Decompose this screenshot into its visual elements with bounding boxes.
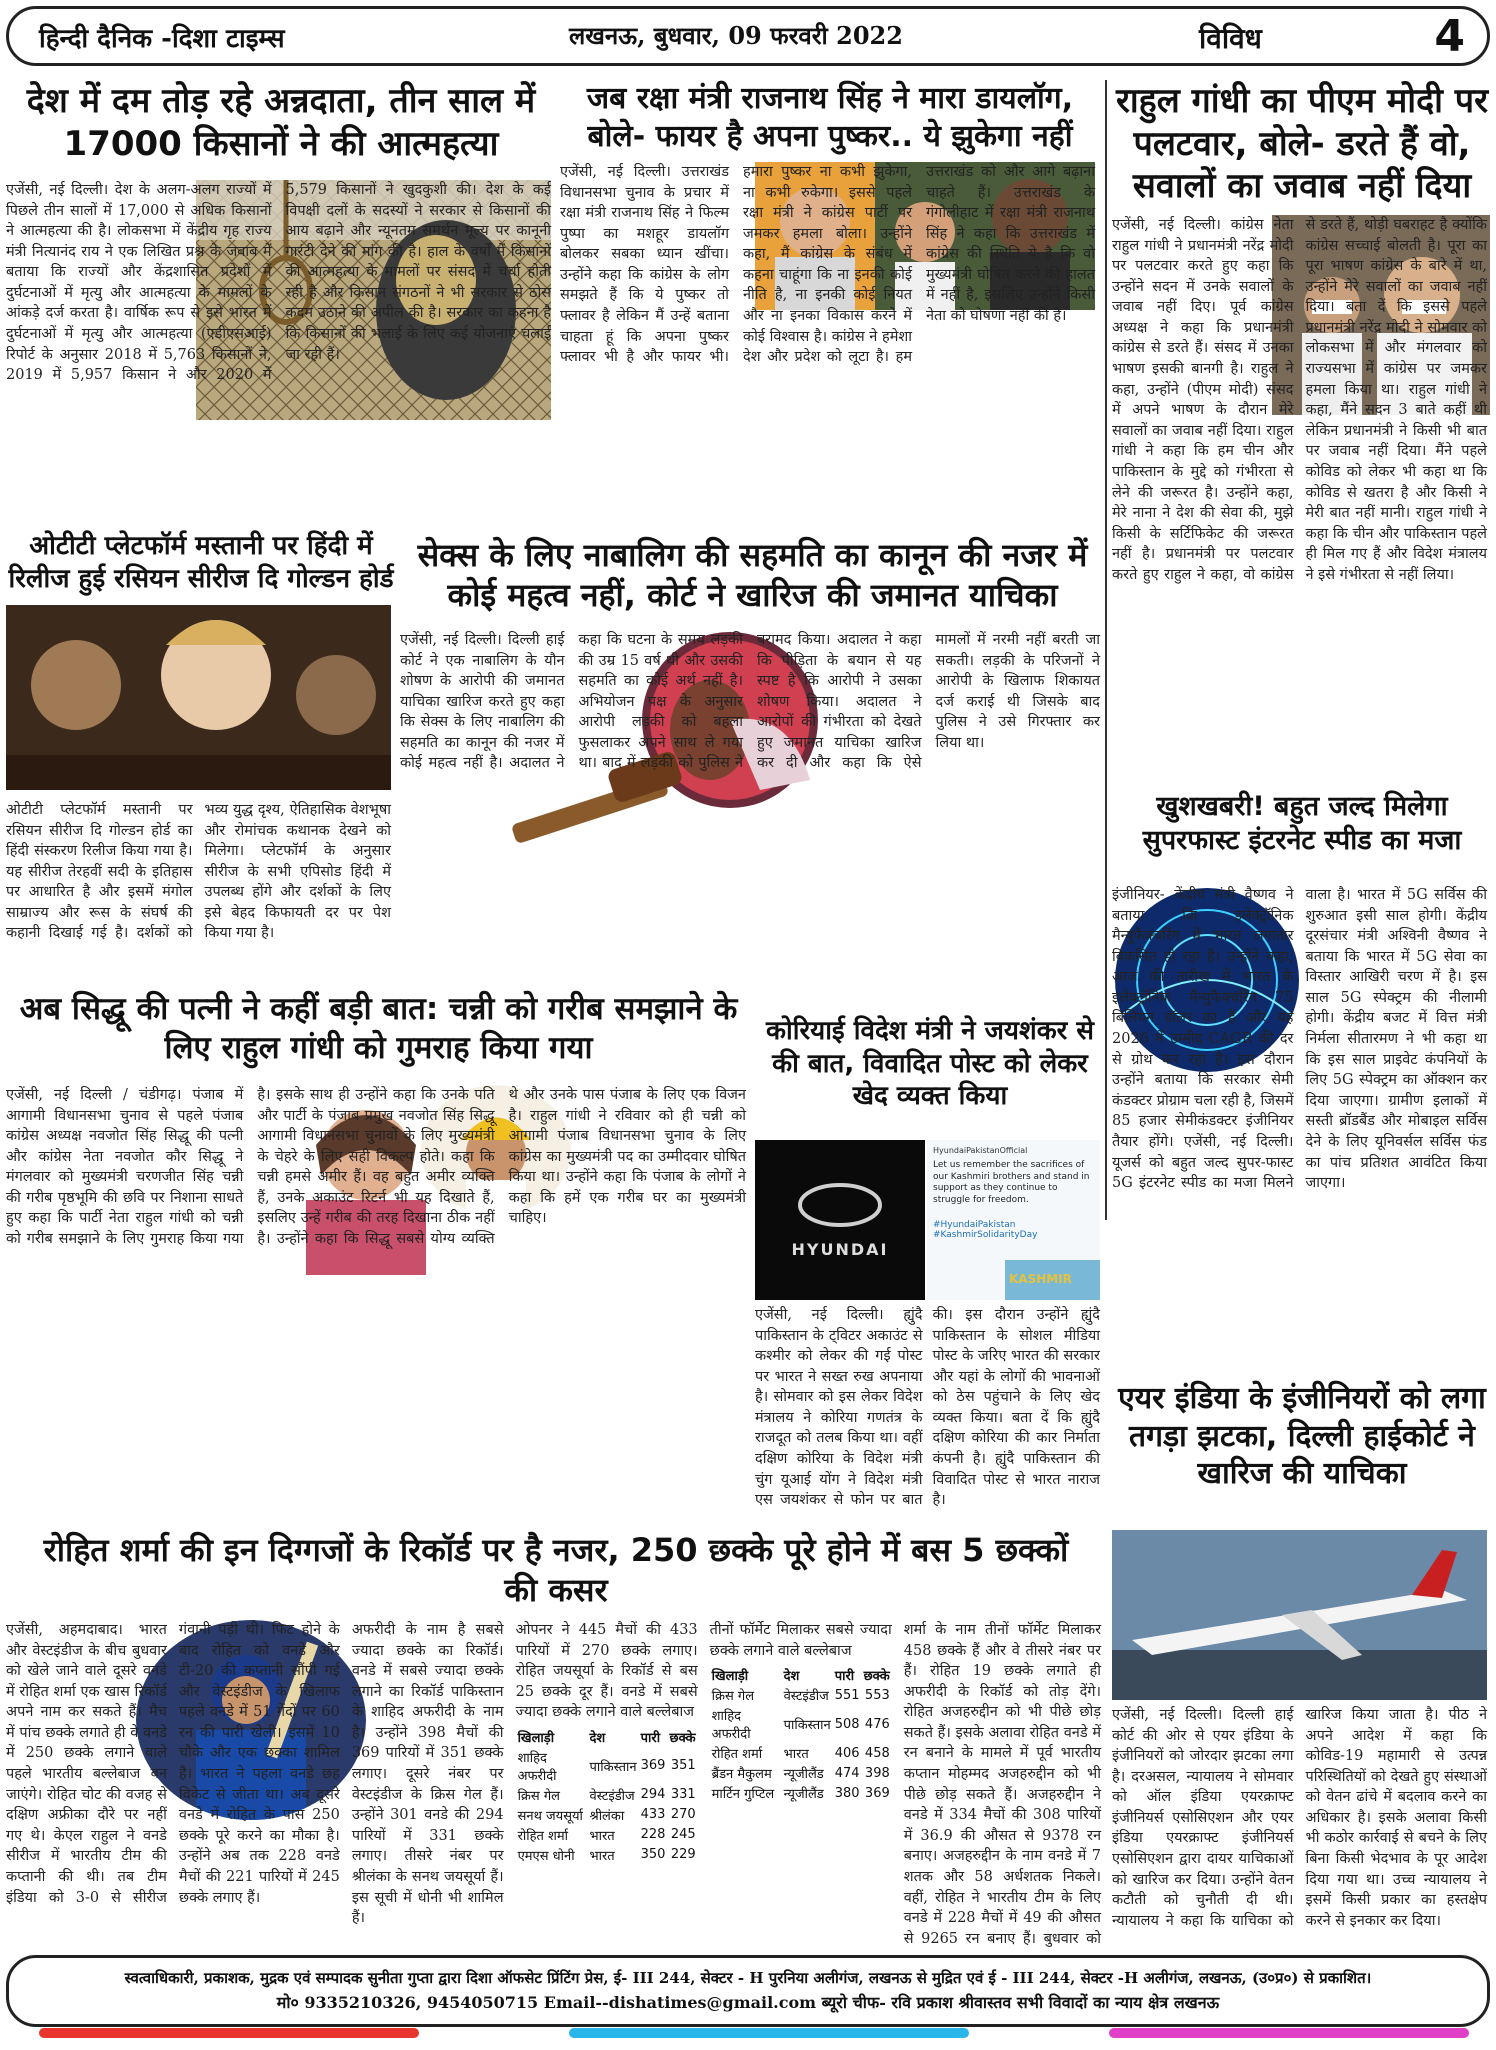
- headline-rohit: रोहित शर्मा की इन दिग्गजों के रिकॉर्ड पर है नजर, 250 छक्के पूरे होने में बस 5 छक्कों की कसर: [43, 1531, 1069, 1609]
- table-cell: मार्टिन गुप्टिल: [711, 1787, 775, 1803]
- section-title: विविध: [1199, 22, 1262, 55]
- table-cell: 331: [670, 1787, 696, 1803]
- table-cell: शाहिद अफरीदी: [517, 1750, 557, 1784]
- headline-sidhu: अब सिद्धू की पत्नी ने कहीं बड़ी बात: चन्नी को गरीब समझाने के लिए राहुल गांधी को गुमराह किया गया: [19, 991, 738, 1066]
- table-cell: वेस्टइंडीज: [589, 1788, 635, 1804]
- table-cell: ब्रैंडन मैकुलम: [711, 1767, 772, 1783]
- body-rohit-e: शर्मा के नाम तीनों फॉर्मेट मिलाकर 458 छक्के हैं और वे तीसरे नंबर पर हैं। रोहित 19 छक्के लगाते ही अफरीदी के रिकॉर्ड को तोड़ देंगे। रोहित अजहरुद्दीन को भी पीछे छोड़ सकते हैं। इसके अलावा रोहित वनडे में रन बनाने के मामले में पूर्व भारतीय कप्तान मोहम्मद अजहरुद्दीन को भी पीछे छोड़ सकते हैं। अजहरुद्दीन ने वनडे में 334 मैचों की 308 पारियों में 36.9 की औसत से 9378 रन बनाए। अजहरुद्दीन के नाम वनडे में 7 शतक और 58 अर्धशतक निकले। वहीं, रोहित ने भारतीय टीम के लिए वनडे में 228 मैचों में 49 की औसत से 9265 रन बनाए हैं। बुधवार को: [903, 1622, 1102, 1947]
- table-cell: 553: [864, 1687, 890, 1703]
- body-rohit-c: ओपनर ने 445 मैचों की 433 पारियों में 270 छक्के लगाए। रोहित जयसूर्या के रिकॉर्ड से बस 25 छक्के दूर हैं। वनडे में सबसे ज्यादा छक्के लगाने वाले बल्लेबाज: [515, 1622, 698, 1721]
- all-format-sixes-table: [710, 1665, 892, 1803]
- photo-hyundai-tweet: [755, 1140, 1100, 1300]
- article-farmers: [6, 80, 556, 530]
- body-rohit-d: तीनों फॉर्मेट मिलाकर सबसे ज्यादा छक्के लगाने वाले बल्लेबाज: [709, 1622, 892, 1659]
- table-row: [710, 1763, 892, 1783]
- table-cell: 245: [670, 1827, 696, 1843]
- place-date: लखनऊ, बुधवार, 09 फरवरी 2022: [569, 21, 903, 50]
- table-cell: श्रीलंका: [589, 1808, 625, 1824]
- table-cell: वेस्टइंडीज: [783, 1689, 829, 1705]
- headline-airindia: एयर इंडिया के इंजीनियरों को लगा तगड़ा झटका, दिल्ली हाईकोर्ट ने खारिज की याचिका: [1118, 1381, 1486, 1491]
- body-rohit-a: एजेंसी, अहमदाबाद। भारत और वेस्टइंडीज के बीच बुधवार को खेले जाने वाले दूसरे वनडे में रोहित शर्मा एक खास रिकॉर्ड अपने नाम कर सकते हैं। मैच में पांच छक्के लगाते ही वे वनडे में 250 छक्के लगाने वाले पहले भारतीय बल्लेबाज बन जाएंगे। रोहित चोट की वजह से दक्षिण अफ्रीका दौरे पर नहीं गए थे। केएल राहुल ने वनडे सीरीज में भारतीय टीम की कप्तानी की थी। तब टीम इंडिया को 3-0 से सीरीज गंवानी पड़ी थी। फिट होने के बाद रोहित को वनडे और टी-20 की कप्तानी सौंपी गई और वेस्टइंडीज के खिलाफ पहले वनडे में 51 गेंदों पर 60 रन की पारी खेली। इसमें 10 चौके और एक छक्का शामिल है। भारत ने पहला वनडे छह विकेट से जीता था। अब दूसरे वनडे में रोहित के पास 250 छक्के पूरे करने का मौका है। उन्होंने अब तक 228 वनडे मैचों की 221 पारियों में 245 छक्के लगाए हैं।: [6, 1622, 340, 1906]
- footer-imprint: [6, 1955, 1490, 2027]
- table-row: [710, 1743, 892, 1763]
- table-cell: 551: [834, 1687, 860, 1703]
- page-number: 4: [1434, 11, 1465, 62]
- color-strip-red: [39, 2028, 419, 2038]
- body-korea: एजेंसी, नई दिल्ली। ह्युंदै पाकिस्तान के ट्विटर अकाउंट से कश्मीर को लेकर की गई पोस्ट पर भारत ने सख्त रुख अपनाया है। सोमवार को इस लेकर विदेश मंत्रालय ने कोरिया गणतंत्र के राजदूत को तलब किया था। वहीं दक्षिण कोरिया के विदेश मंत्री चुंग यूआई योंग ने विदेश मंत्री एस जयशंकर से फोन पर बात की। इस दौरान उन्होंने ह्युंदै पाकिस्तान के सोशल मीडिया पोस्ट के जरिए भारत की सरकार और यहां के लोगों की भावनाओं को ठेस पहुंचाने के लिए खेद व्यक्त किया। बता दें कि ह्युंदै दक्षिण कोरिया की कार निर्माता कंपनी है। ह्युंदै पाकिस्तान की विवादित पोस्ट से भारत नाराज है।: [755, 1307, 1100, 1509]
- body-farmers: एजेंसी, नई दिल्ली। देश के अलग-अलग राज्यों में पिछले तीन सालों में 17,000 से अधिक किसानों ने आत्महत्या की है। लोकसभा में केंद्रीय गृह राज्य मंत्री नित्यानंद राय ने एक लिखित प्रश्न के जवाब में बताया कि राज्यों और केंद्रशासित प्रदेशों में दुर्घटनाओं में मृत्यु और आत्महत्या के मामलों के आंकड़े दर्ज करता है। वार्षिक रूप से इसे भारत में दुर्घटनाओं में मृत्यु और आत्महत्या (एडीएसआई) रिपोर्ट के अनुसार 2018 में 5,763 किसानों ने, 2019 में 5,957 किसान ने और 2020 में 5,579 किसानों ने खुदकुशी की। देश के कई विपक्षी दलों के सदस्यों ने सरकार से किसानों की आय बढ़ाने और न्यूनतम समर्थन मूल्य पर कानूनी गारंटी देने की मांग की है। हाल के वर्षों में किसानों की आत्महत्या के मामलों पर संसद में चर्चा होती रही है और किसान संगठनों ने भी सरकार से ठोस कदम उठाने की अपील की है। सरकार का कहना है कि किसानों की भलाई के लिए कई योजनाएं चलाई जा रही हैं।: [6, 182, 551, 384]
- table-cell: 228: [640, 1827, 666, 1843]
- table-row: [516, 1785, 698, 1805]
- all-format-sixes-header: छक्के: [863, 1669, 890, 1685]
- paper-name: हिन्दी दैनिक -दिशा टाइम्स: [39, 24, 285, 54]
- table-cell: रोहित शर्मा: [517, 1828, 569, 1844]
- table-cell: 380: [834, 1785, 860, 1801]
- article-rajnath: [560, 80, 1100, 530]
- table-cell: भारत: [783, 1747, 809, 1763]
- table-cell: 350: [640, 1847, 666, 1863]
- color-strip-cyan: [569, 2028, 969, 2038]
- table-cell: एमएस धोनी: [517, 1848, 575, 1864]
- article-sidhu: [6, 990, 751, 1510]
- headline-ott: ओटीटी प्लेटफॉर्म मस्तानी पर हिंदी में रिलीज हुई रसियन सीरीज दि गोल्डन होर्ड: [8, 531, 394, 594]
- table-row: [516, 1845, 698, 1865]
- tweet-handle: HyundaiPakistanOfficial: [933, 1146, 1028, 1155]
- article-court: [400, 535, 1105, 990]
- article-internet: [1112, 790, 1492, 1375]
- table-cell: 458: [864, 1745, 890, 1761]
- masthead: [6, 6, 1490, 66]
- table-cell: पाकिस्तान: [783, 1718, 831, 1734]
- body-internet: इंजीनियर- केंद्रीय मंत्री वैष्णव ने बताया कि इलेक्ट्रॉनिक मैन्युफैक्चरिंग में भारत लगातार विकसित हो रहा है। उन्होंने कहा, आज की तारीख में भारत के इलेक्ट्रॉनिक मैन्युफैक्चरिंग 75 बिलियन डॉलर का है और यह 2026 में उम्मीद CAGR की दर से ग्रोथ कर रहा है। इस दौरान उन्होंने बताया कि सरकार सेमी कंडक्टर प्रोग्राम चला रही है, जिसमें 85 हजार सेमीकंडक्टर इंजीनियर तैयार होंगे। एजेंसी, नई दिल्ली। यूजर्स को बहुत जल्द सुपर-फास्ट 5G इंटरनेट स्पीड का मजा मिलने वाला है। भारत में 5G सर्विस की शुरुआत इसी साल होगी। केंद्रीय दूरसंचार मंत्री अश्विनी वैष्णव ने बताया कि भारत में 5G सेवा का विस्तार आखिरी चरण में है। इस साल 5G स्पेक्ट्रम की नीलामी होगी। केंद्रीय बजट में वित्त मंत्री निर्मला सीतारमण ने भी कहा था कि इस साल प्राइवेट कंपनियों के लिए 5G स्पेक्ट्रम का ऑक्शन कर दिया जाएगा। ग्रामीण इलाकों में सस्ती ब्रॉडबैंड और मोबाइल सर्विस देने के लिए यूनिवर्सल सर्विस फंड का पांच प्रतिशत आवंटित किया जाएगा।: [1112, 887, 1487, 1192]
- hyundai-label: HYUNDAI: [791, 1240, 889, 1259]
- tweet-text: Let us remember the sacrifices of our Kashmiri brothers and stand in support as they continue to struggle for freedom.: [933, 1160, 1090, 1206]
- table-cell: न्यूजीलैंड: [783, 1787, 824, 1803]
- article-rohit: [6, 1530, 1106, 1950]
- table-cell: क्रिस गेल: [711, 1689, 755, 1705]
- body-rahul-pm: एजेंसी, नई दिल्ली। कांग्रेस नेता राहुल गांधी ने प्रधानमंत्री नरेंद्र मोदी पर पलटवार करते हुए कहा कि उन्होंने सदन में उनके सवालों के जवाब नहीं दिए। पूर्व कांग्रेस अध्यक्ष ने कहा कि प्रधानमंत्री कांग्रेस से डरते हैं। संसद में उनका भाषण इसकी बानगी है। राहुल ने कहा, उन्होंने (पीएम मोदी) संसद में अपने भाषण के दौरान मेरे सवालों का जवाब नहीं दिया। राहुल गांधी ने कहा कि हम चीन और पाकिस्तान के मुद्दे को गंभीरता से लेने की जरूरत है। उन्होंने कहा, मेरे नाना ने देश की सेवा की, मुझे किसी के सर्टिफिकेट की जरूरत नहीं है। प्रधानमंत्री पर पलटवार करते हुए राहुल ने कहा, वो कांग्रेस से डरते हैं, थोड़ी घबराहट है क्योंकि कांग्रेस सच्चाई बोलती है। पूरा का पूरा भाषण कांग्रेस के बारे में था, उन्होंने मेरे सवालों का जवाब नहीं दिया। बता दें कि इससे पहले प्रधानमंत्री नरेंद्र मोदी ने सोमवार को लोकसभा में और मंगलवार को राज्यसभा में कांग्रेस पर जमकर हमला किया था। राहुल गांधी ने कहा, मैंने सदन 3 बाते कहीं थी लेकिन प्रधानमंत्री ने किसी भी बात पर जवाब नहीं दिया। मैंने पहले कोविड को लेकर भी कहा था कि कोविड से खतरा है और किसी ने मेरी बात नहीं मानी। राहुल गांधी ने कहा कि चीन और पाकिस्तान पहले ही मिल गए हैं और विदेश मंत्रालय ने इसे गंभीरता से नहीं लिया।: [1112, 217, 1487, 583]
- table-cell: क्रिस गेल: [517, 1788, 560, 1804]
- table-cell: 476: [864, 1716, 890, 1732]
- all-format-sixes-header: देश: [783, 1669, 800, 1685]
- table-cell: 229: [670, 1847, 696, 1863]
- article-rahul-pm: [1112, 80, 1492, 780]
- table-row: [710, 1783, 892, 1803]
- table-row: [516, 1825, 698, 1845]
- table-cell: न्यूजीलैंड: [783, 1767, 824, 1783]
- table-cell: 433: [640, 1807, 666, 1823]
- table-cell: 369: [864, 1785, 890, 1801]
- table-cell: 398: [864, 1765, 890, 1781]
- kashmir-label: KASHMIR: [1009, 1272, 1072, 1286]
- table-cell: रोहित शर्मा: [711, 1747, 763, 1763]
- color-strip-magenta: [1109, 2028, 1469, 2038]
- table-cell: 270: [670, 1807, 696, 1823]
- table-row: [516, 1747, 698, 1785]
- table-cell: भारत: [589, 1848, 615, 1864]
- odi-sixes-header: खिलाड़ी: [517, 1730, 555, 1746]
- odi-sixes-header: छक्के: [669, 1730, 696, 1746]
- all-format-sixes-header: पारी: [834, 1669, 855, 1685]
- body-rajnath: एजेंसी, नई दिल्ली। उत्तराखंड विधानसभा चुनाव के प्रचार में रक्षा मंत्री राजनाथ सिंह ने फिल्म पुष्पा का मशहूर डायलॉग बोलकर सबका ध्यान खींचा। उन्होंने कहा कि कांग्रेस के लोग समझते हैं कि ये पुष्कर तो फ्लावर है लेकिन मैं उन्हें बताना चाहता हूं कि अपना पुष्कर फ्लावर भी है और फायर भी। हमारा पुष्कर ना कभी झुकेगा, ना कभी रुकेगा। इससे पहले रक्षा मंत्री ने कांग्रेस पार्टी पर जमकर हमला बोला। उन्होंने कहा, मैं कांग्रेस के संबंध में कहना चाहूंगा कि ना इनकी कोई नीति है, ना इनकी कोई नियत और ना इनका विकास करने में कोई विश्वास है। कांग्रेस ने हमेशा देश और प्रदेश को लूटा है। हम उत्तराखंड को और आगे बढ़ाना चाहते हैं। उत्तराखंड के गंगोलीहाट में रक्षा मंत्री राजनाथ सिंह ने कहा कि उत्तराखंड में कांग्रेस की स्थिति ये है कि वो मुख्यमंत्री घोषित करने की हालत में नहीं है, इसलिए उन्होंने किसी नेता को घोषणा नहीं की है।: [560, 164, 1095, 366]
- body-sidhu: एजेंसी, नई दिल्ली / चंडीगढ़। पंजाब में आगामी विधानसभा चुनाव से पहले पंजाब कांग्रेस अध्यक्ष नवजोत सिंह सिद्धू की पत्नी और कांग्रेस नेता नवजोत कौर सिद्धू ने मंगलवार को मुख्यमंत्री चरणजीत सिंह चन्नी की गरीब पृष्ठभूमि की छवि पर निशाना साधते हुए कहा कि पार्टी नेता राहुल गांधी को चन्नी को गरीब समझाने के लिए गुमराह किया गया है। इसके साथ ही उन्होंने कहा कि उनके पति और पार्टी के पंजाब प्रमुख नवजोत सिंह सिद्धू आगामी विधानसभा चुनावों के लिए मुख्यमंत्री के चेहरे के लिए सही विकल्प होते। कहा कि चन्नी हमसे अमीर हैं। वह बहुत अमीर व्यक्ति हैं, उनके अकाउंट रिटर्न भी यह दिखाते हैं, इसलिए उन्हें गरीब की तरह दिखाना ठीक नहीं है। उन्होंने कहा कि सिद्धू सबसे योग्य व्यक्ति थे और उनके पास पंजाब के लिए एक विजन है। राहुल गांधी ने रविवार को ही चन्नी को आगामी पंजाब विधानसभा चुनाव के लिए कांग्रेस का मुख्यमंत्री पद का उम्मीदवार घोषित किया था। उन्होंने कहा कि पंजाब के लोगों ने कहा कि हमें एक गरीब घर का मुख्यमंत्री चाहिए।: [6, 1087, 746, 1248]
- body-rohit-b: अफरीदी के नाम है सबसे ज्यादा छक्के का रिकॉर्ड। वनडे में सबसे ज्यादा छक्के लगाने का रिकॉर्ड पाकिस्तान के शाहिद अफरीदी के नाम है। उन्होंने 398 मैचों की 369 पारियों में 351 छक्के लगाए। दूसरे नंबर पर वेस्टइंडीज के क्रिस गेल हैं। उन्होंने 301 वनडे की 294 पारियों में 331 छक्के लगाए। तीसरे नंबर पर श्रीलंका के सनथ जयसूर्या हैं। इस सूची में धोनी भी शामिल हैं।: [351, 1622, 504, 1927]
- article-korea: [755, 1015, 1105, 1520]
- column-divider: [1105, 80, 1107, 1220]
- headline-rahul-pm: राहुल गांधी का पीएम मोदी पर पलटवार, बोले- डरते हैं वो, सवालों का जवाब नहीं दिया: [1115, 81, 1489, 206]
- article-airindia: [1112, 1380, 1492, 1950]
- table-cell: 351: [670, 1758, 696, 1774]
- headline-farmers: देश में दम तोड़ रहे अन्नदाता, तीन साल में 17000 किसानों ने की आत्महत्या: [26, 81, 536, 164]
- article-ott: [6, 530, 396, 990]
- table-row: [710, 1685, 892, 1705]
- table-row: [710, 1705, 892, 1743]
- table-cell: 508: [834, 1716, 860, 1732]
- table-cell: भारत: [589, 1828, 615, 1844]
- table-cell: पाकिस्तान: [589, 1759, 637, 1775]
- odi-sixes-header: पारी: [640, 1730, 661, 1746]
- tweet-hashtags: #HyundaiPakistan #KashmirSolidarityDay: [933, 1220, 1038, 1240]
- table-row: [516, 1805, 698, 1825]
- table-cell: 474: [834, 1765, 860, 1781]
- all-format-sixes-header: खिलाड़ी: [711, 1669, 749, 1685]
- table-cell: शाहिद अफरीदी: [711, 1709, 751, 1743]
- table-cell: 369: [640, 1758, 666, 1774]
- photo-air-india-plane: [1112, 1530, 1487, 1700]
- odi-sixes-table: [516, 1727, 698, 1865]
- headline-korea: कोरियाई विदेश मंत्री ने जयशंकर से की बात, विवादित पोस्ट को लेकर खेद व्यक्त किया: [766, 1016, 1094, 1111]
- odi-sixes-header: देश: [589, 1730, 606, 1746]
- footer-contact-line: मो० 9335210326, 9454050715 Email--dishatimes@gmail.com ब्यूरो चीफ- रवि प्रकाश श्रीवास्तव सभी विवादों का न्याय क्षेत्र लखनऊ: [276, 1993, 1220, 2012]
- headline-rajnath: जब रक्षा मंत्री राजनाथ सिंह ने मारा डायलॉग, बोले- फायर है अपना पुष्कर.. ये झुकेगा नहीं: [586, 81, 1074, 154]
- table-cell: सनथ जयसूर्या: [517, 1808, 583, 1824]
- body-ott: ओटीटी प्लेटफॉर्म मस्तानी पर रसियन सीरीज दि गोल्डन होर्ड का हिंदी संस्करण रिलीज किया गया है। यह सीरीज तेरहवीं सदी के इतिहास पर आधारित है और इसमें मंगोल साम्राज्य और रूस के संघर्ष की कहानी दिखाई गई है। दर्शकों को भव्य युद्ध दृश्य, ऐतिहासिक वेशभूषा और रोमांचक कथानक देखने को मिलेगा। प्लेटफॉर्म के अनुसार सीरीज के सभी एपिसोड हिंदी में उपलब्ध होंगे और दर्शकों के लिए इसे बेहद किफायती दर पर पेश किया गया है।: [6, 802, 391, 942]
- photo-golden-horde: [6, 605, 391, 790]
- table-cell: 406: [834, 1745, 860, 1761]
- body-court: एजेंसी, नई दिल्ली। दिल्ली हाई कोर्ट ने एक नाबालिग के यौन शोषण के आरोपी की जमानत याचिका खारिज करते हुए कहा कि सेक्स के लिए नाबालिग की सहमति का कानून की नजर में कोई महत्व नहीं है। अदालत ने कहा कि घटना के समय लड़की की उम्र 15 वर्ष थी और उसकी सहमति का कोई अर्थ नहीं है। अभियोजन पक्ष के अनुसार आरोपी लड़की को बहला फुसलाकर अपने साथ ले गया था। बाद में लड़की को पुलिस ने बरामद किया। अदालत ने कहा कि पीड़िता के बयान से यह स्पष्ट है कि आरोपी ने उसका शोषण किया। अदालत ने आरोपों की गंभीरता को देखते हुए जमानत याचिका खारिज कर दी और कहा कि ऐसे मामलों में नरमी नहीं बरती जा सकती। लड़की के परिजनों ने आरोपी के खिलाफ शिकायत दर्ज कराई थी जिसके बाद पुलिस ने उसे गिरफ्तार कर लिया था।: [400, 632, 1100, 772]
- table-cell: 294: [640, 1787, 666, 1803]
- footer-imprint-line: स्वत्वाधिकारी, प्रकाशक, मुद्रक एवं सम्पादक सुनीता गुप्ता द्वारा दिशा ऑफसेट प्रिंटिंग प्रेस, ई- III 244, सेक्टर - H पुरनिया अलीगंज, लखनऊ से मुद्रित एवं ई - III 244, सेक्टर -H अलीगंज, लखनऊ, (उ०प्र०) से प्रकाशित।: [124, 1969, 1372, 1987]
- headline-internet: खुशखबरी! बहुत जल्द मिलेगा सुपरफास्ट इंटरनेट स्पीड का मजा: [1142, 791, 1462, 856]
- body-airindia: एजेंसी, नई दिल्ली। दिल्ली हाई कोर्ट की ओर से एयर इंडिया के इंजीनियरों को जोरदार झटका लगा है। दरअसल, न्यायालय ने सोमवार को ऑल इंडिया एयरक्राफ्ट इंजीनियर्स एसोसिएशन और एयर इंडिया एयरक्राफ्ट इंजीनियर्स एसोसिएशन द्वारा दायर याचिकाओं को खारिज कर दिया। उन्होंने वेतन कटौती को चुनौती दी थी। न्यायालय ने कहा कि याचिका को खारिज किया जाता है। पीठ ने अपने आदेश में कहा कि कोविड-19 महामारी से उत्पन्न परिस्थितियों को देखते हुए संस्थाओं को वेतन ढांचे में बदलाव करने का अधिकार है। इसके अलावा किसी भी कठोर कार्रवाई से बचने के लिए बिना किसी भेदभाव के पूर आदेश दिया गया था। उच्च न्यायालय ने इसमें किसी प्रकार का हस्तक्षेप करने से इनकार कर दिया।: [1112, 1707, 1487, 1929]
- headline-court: सेक्स के लिए नाबालिग की सहमति का कानून की नजर में कोई महत्व नहीं, कोर्ट ने खारिज की जमानत याचिका: [417, 536, 1088, 614]
